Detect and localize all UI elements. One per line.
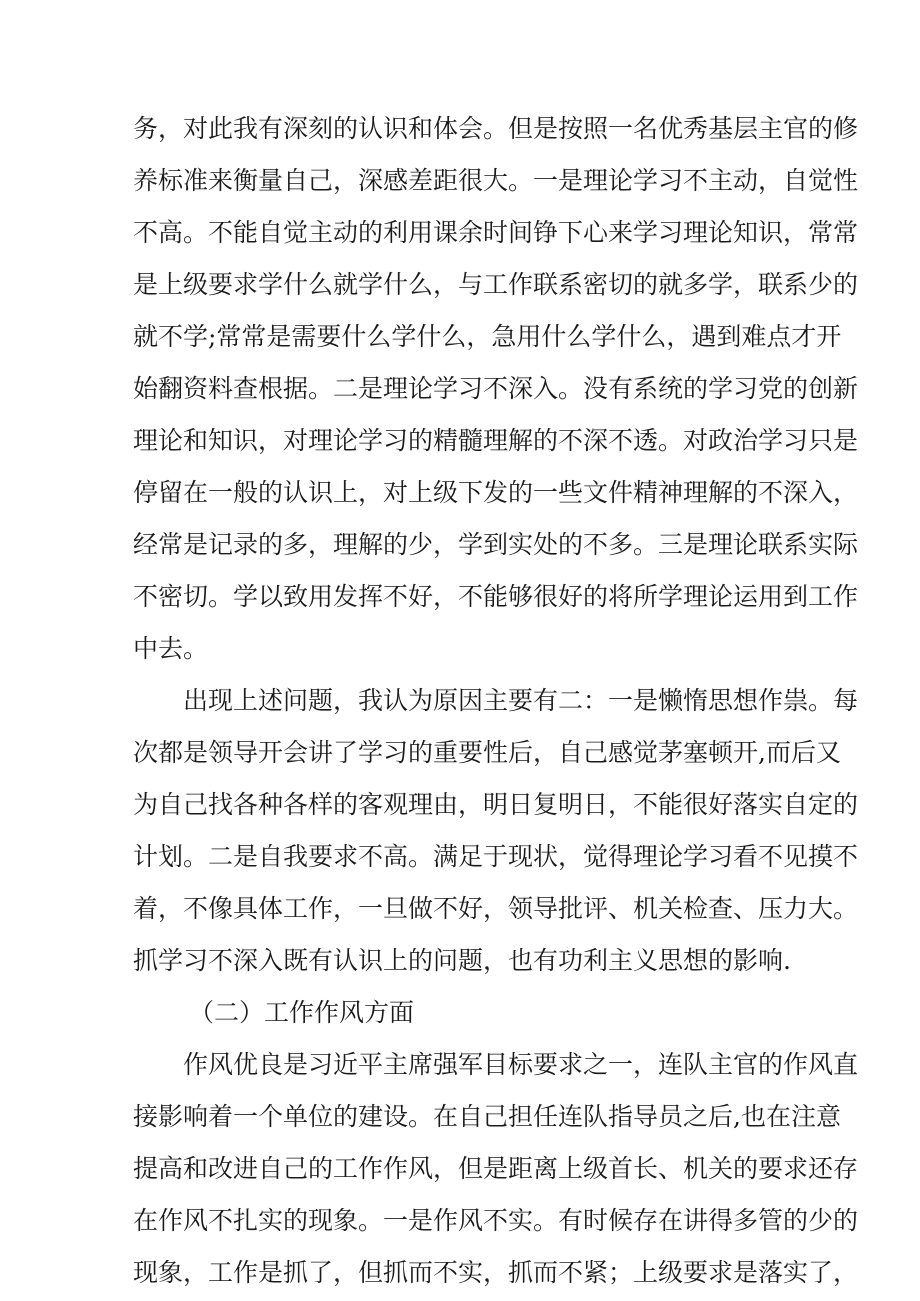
paragraph-first-line: 作风优良是习近平主席强军目标要求之一，连队主官的作风直: [183, 1050, 859, 1079]
text-line: 经常是记录的多，理解的少，学到实处的不多。三是理论联系实际: [133, 530, 859, 559]
text-line: 中去。: [133, 634, 209, 663]
text-line: 计划。二是自我要求不高。满足于现状，觉得理论学习看不见摸不: [133, 842, 859, 871]
text-line: 着，不像具体工作，一旦做不好，领导批评、机关检查、压力大。: [133, 894, 859, 923]
text-line: 不密切。学以致用发挥不好，不能够很好的将所学理论运用到工作: [133, 582, 859, 611]
text-line: 是上级要求学什么就学什么，与工作联系密切的就多学，联系少的: [133, 270, 859, 299]
text-line: 停留在一般的认识上，对上级下发的一些文件精神理解的不深入，: [133, 478, 859, 507]
text-line: 为自己找各种各样的客观理由，明日复明日，不能很好落实自定的: [133, 790, 859, 819]
text-line: 次都是领导开会讲了学习的重要性后，自己感觉茅塞顿开,而后又: [133, 738, 841, 767]
text-line: 就不学;常常是需要什么学什么，急用什么学什么，遇到难点才开: [133, 322, 842, 351]
text-line: 在作风不扎实的现象。一是作风不实。有时候存在讲得多管的少的: [133, 1206, 859, 1235]
text-line: 现象，工作是抓了，但抓而不实，抓而不紧；上级要求是落实了，: [133, 1258, 859, 1287]
section-heading: （二）工作作风方面: [189, 998, 415, 1027]
text-line: 始翻资料查根据。二是理论学习不深入。没有系统的学习党的创新: [133, 374, 859, 403]
text-line: 抓学习不深入既有认识上的问题，也有功利主义思想的影响.: [133, 946, 791, 975]
paragraph-first-line: 出现上述问题，我认为原因主要有二：一是懒惰思想作祟。每: [183, 686, 859, 715]
text-line: 不高。不能自觉主动的利用课余时间铮下心来学习理论知识，常常: [133, 218, 859, 247]
text-line: 提高和改进自己的工作作风，但是距离上级首长、机关的要求还存: [133, 1154, 859, 1183]
text-line: 养标准来衡量自己，深感差距很大。一是理论学习不主动，自觉性: [133, 166, 859, 195]
text-line: 理论和知识，对理论学习的精髓理解的不深不透。对政治学习只是: [133, 426, 859, 455]
text-line: 务，对此我有深刻的认识和体会。但是按照一名优秀基层主官的修: [133, 114, 859, 143]
text-line: 接影响着一个单位的建设。在自己担任连队指导员之后,也在注意: [133, 1102, 841, 1131]
